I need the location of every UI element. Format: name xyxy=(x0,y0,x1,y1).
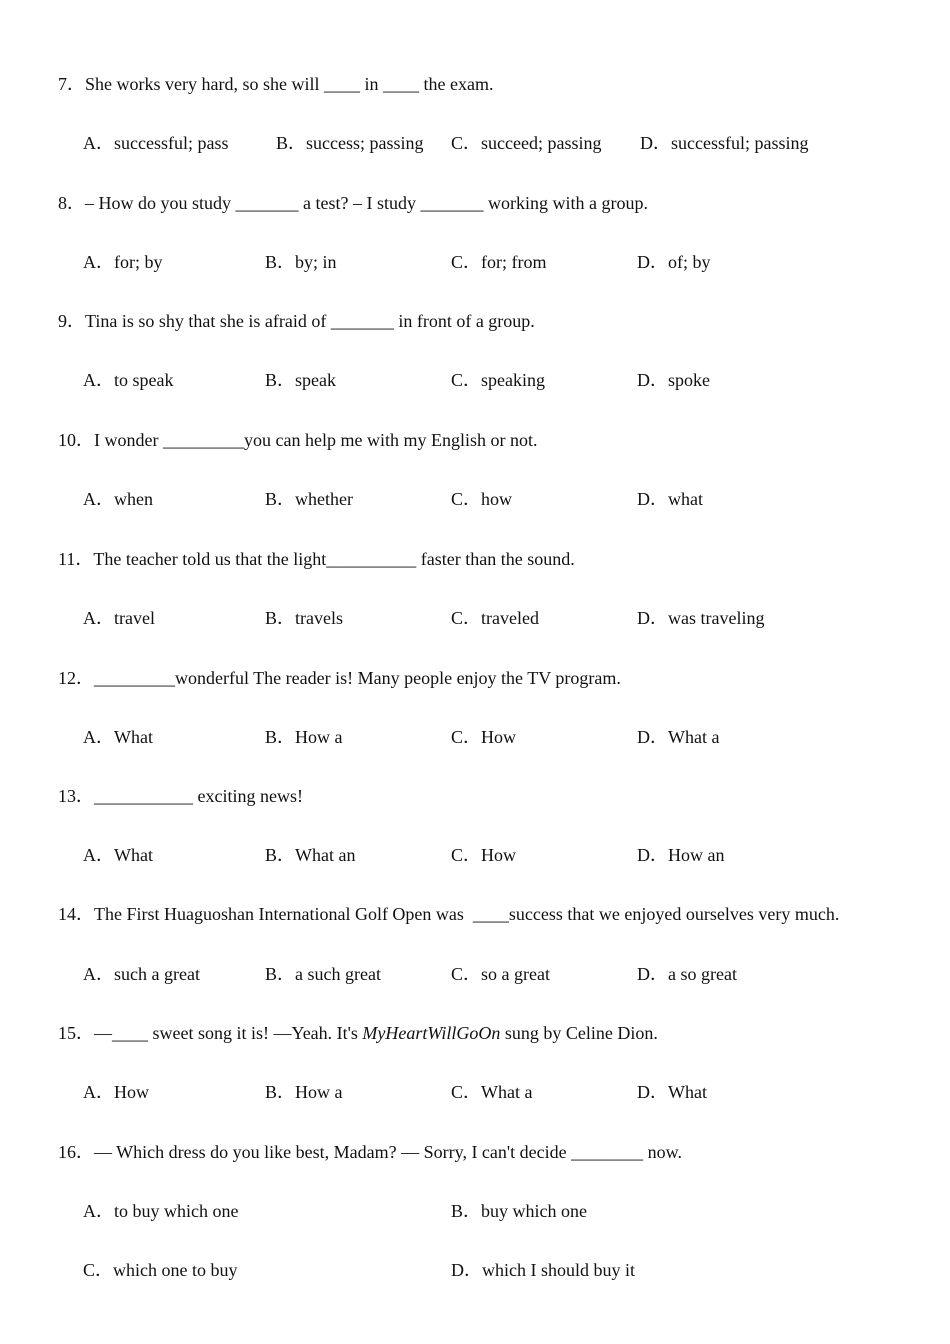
option-d xyxy=(451,1259,635,1281)
option-d xyxy=(637,251,711,273)
option-letter: A． xyxy=(83,727,114,747)
option-letter: C． xyxy=(451,964,482,984)
question-text: the exam. xyxy=(418,74,494,94)
question-number: 16． xyxy=(58,1142,94,1162)
option-text: which I should buy it xyxy=(482,1260,635,1280)
option-d xyxy=(637,726,719,748)
question-8 xyxy=(58,192,648,214)
question-text: — Which dress do you like best, Madam? — Sorry, I can't decide xyxy=(94,1142,572,1162)
option-d xyxy=(637,607,764,629)
option-c xyxy=(451,1081,532,1103)
option-letter: D． xyxy=(637,964,668,984)
question-text: The First Huaguoshan International Golf Open was xyxy=(94,904,473,924)
option-letter: D． xyxy=(637,608,668,628)
answer-blank: __________ xyxy=(326,549,417,569)
option-a xyxy=(83,488,153,510)
option-text: what xyxy=(668,489,703,509)
question-14 xyxy=(58,903,839,925)
option-letter: D． xyxy=(637,370,668,390)
option-text: speaking xyxy=(481,370,545,390)
question-text: wonderful The reader is! Many people enjoy the TV program. xyxy=(175,668,621,688)
option-letter: B． xyxy=(265,964,296,984)
question-number: 13． xyxy=(58,786,94,806)
question-12 xyxy=(58,667,621,689)
question-15 xyxy=(58,1022,658,1044)
option-c xyxy=(451,844,516,866)
option-text: a so great xyxy=(668,964,737,984)
option-letter: D． xyxy=(637,1082,668,1102)
question-text: faster than the sound. xyxy=(416,549,575,569)
option-text: traveled xyxy=(481,608,539,628)
option-letter: B． xyxy=(265,727,296,747)
option-d xyxy=(640,132,808,154)
answer-blank: _______ xyxy=(330,311,394,331)
option-b xyxy=(265,251,337,273)
option-text: speak xyxy=(295,370,336,390)
question-text: Tina is so shy that she is afraid of xyxy=(85,311,331,331)
option-letter: C． xyxy=(451,1082,482,1102)
option-text: when xyxy=(114,489,153,509)
question-13 xyxy=(58,785,303,807)
option-letter: C． xyxy=(451,252,482,272)
question-text: sweet song it is! —Yeah. It's xyxy=(148,1023,363,1043)
option-text: such a great xyxy=(114,964,200,984)
option-letter: C． xyxy=(451,608,482,628)
option-d xyxy=(637,1081,707,1103)
option-text: travel xyxy=(114,608,155,628)
option-c xyxy=(451,251,547,273)
question-9 xyxy=(58,310,535,332)
option-b xyxy=(265,1081,343,1103)
question-text: a test? – I study xyxy=(298,193,421,213)
option-b xyxy=(265,607,343,629)
option-text: successful; passing xyxy=(671,133,809,153)
question-number: 8． xyxy=(58,193,85,213)
option-text: What xyxy=(114,727,153,747)
option-letter: B． xyxy=(451,1201,482,1221)
option-a xyxy=(83,726,153,748)
option-text: success; passing xyxy=(306,133,424,153)
question-text: in xyxy=(359,74,383,94)
option-text: What xyxy=(114,845,153,865)
question-number: 11． xyxy=(58,549,94,569)
option-text: for; by xyxy=(114,252,163,272)
option-text: spoke xyxy=(668,370,710,390)
option-text: How a xyxy=(295,727,343,747)
option-text: What xyxy=(668,1082,707,1102)
option-text: What a xyxy=(481,1082,533,1102)
option-d xyxy=(637,963,737,985)
option-text: buy which one xyxy=(481,1201,587,1221)
option-letter: C． xyxy=(451,133,482,153)
option-text: how xyxy=(481,489,513,509)
option-b xyxy=(265,488,353,510)
option-text: How a xyxy=(295,1082,343,1102)
option-letter: C． xyxy=(451,727,482,747)
option-letter: C． xyxy=(451,370,482,390)
option-letter: A． xyxy=(83,1201,114,1221)
option-a xyxy=(83,1200,238,1222)
option-text: which one to buy xyxy=(113,1260,238,1280)
answer-blank: _______ xyxy=(235,193,299,213)
option-d xyxy=(637,844,725,866)
option-text: whether xyxy=(295,489,353,509)
question-16 xyxy=(58,1141,682,1163)
option-a xyxy=(83,132,228,154)
question-text: The teacher told us that the light xyxy=(93,549,327,569)
option-letter: A． xyxy=(83,133,114,153)
question-text: — xyxy=(94,1023,112,1043)
option-text: How xyxy=(114,1082,149,1102)
option-a xyxy=(83,844,153,866)
option-letter: C． xyxy=(83,1260,114,1280)
question-text: now. xyxy=(643,1142,682,1162)
option-text: successful; pass xyxy=(114,133,229,153)
answer-blank: ____ xyxy=(323,74,360,94)
option-b xyxy=(265,726,343,748)
option-letter: D． xyxy=(637,727,668,747)
option-letter: A． xyxy=(83,489,114,509)
option-a xyxy=(83,369,173,391)
option-letter: A． xyxy=(83,252,114,272)
option-a xyxy=(83,1081,149,1103)
question-number: 10． xyxy=(58,430,94,450)
answer-blank: _______ xyxy=(420,193,484,213)
option-letter: B． xyxy=(265,370,296,390)
option-text: was traveling xyxy=(668,608,765,628)
question-text: She works very hard, so she will xyxy=(85,74,324,94)
option-letter: B． xyxy=(265,489,296,509)
answer-blank: ____ xyxy=(472,904,509,924)
option-a xyxy=(83,607,155,629)
answer-blank: _________ xyxy=(94,668,175,688)
option-text: succeed; passing xyxy=(481,133,602,153)
option-b xyxy=(265,844,355,866)
option-text: What an xyxy=(295,845,356,865)
option-c xyxy=(451,488,512,510)
option-text: to speak xyxy=(114,370,174,390)
option-letter: A． xyxy=(83,370,114,390)
question-number: 12． xyxy=(58,668,94,688)
option-a xyxy=(83,251,163,273)
question-number: 15． xyxy=(58,1023,94,1043)
option-letter: B． xyxy=(265,252,296,272)
option-b xyxy=(276,132,424,154)
option-letter: A． xyxy=(83,1082,114,1102)
option-d xyxy=(637,488,703,510)
option-letter: C． xyxy=(451,489,482,509)
option-text: for; from xyxy=(481,252,547,272)
option-letter: D． xyxy=(637,252,668,272)
option-text: How xyxy=(481,727,517,747)
answer-blank: ___________ xyxy=(94,786,193,806)
option-letter: B． xyxy=(265,845,296,865)
song-title: MyHeartWillGoOn xyxy=(362,1023,501,1043)
option-c xyxy=(451,726,516,748)
option-letter: D． xyxy=(640,133,671,153)
question-text: exciting news! xyxy=(193,786,303,806)
option-d xyxy=(637,369,710,391)
option-letter: B． xyxy=(265,608,296,628)
option-text: of; by xyxy=(668,252,711,272)
option-text: How an xyxy=(668,845,725,865)
option-c xyxy=(83,1259,238,1281)
option-letter: A． xyxy=(83,608,114,628)
option-text: to buy which one xyxy=(114,1201,239,1221)
question-number: 7． xyxy=(58,74,85,94)
option-c xyxy=(451,132,601,154)
option-b xyxy=(265,963,381,985)
option-a xyxy=(83,963,200,985)
option-letter: A． xyxy=(83,845,114,865)
question-text: working with a group. xyxy=(483,193,648,213)
option-letter: D． xyxy=(451,1260,482,1280)
question-number: 14． xyxy=(58,904,94,924)
question-7 xyxy=(58,73,493,95)
option-letter: D． xyxy=(637,845,668,865)
question-number: 9． xyxy=(58,311,85,331)
question-10 xyxy=(58,429,537,451)
question-text: you can help me with my English or not. xyxy=(243,430,538,450)
option-c xyxy=(451,607,539,629)
option-text: What a xyxy=(668,727,720,747)
option-text: so a great xyxy=(481,964,550,984)
question-11 xyxy=(58,548,575,570)
option-letter: C． xyxy=(451,845,482,865)
answer-blank: ____ xyxy=(112,1023,148,1043)
option-text: by; in xyxy=(295,252,337,272)
question-text: success that we enjoyed ourselves very much. xyxy=(508,904,840,924)
option-text: a such great xyxy=(295,964,381,984)
option-text: travels xyxy=(295,608,343,628)
option-letter: D． xyxy=(637,489,668,509)
question-text: in front of a group. xyxy=(393,311,535,331)
answer-blank: _________ xyxy=(162,430,244,450)
option-text: How xyxy=(481,845,517,865)
option-b xyxy=(451,1200,587,1222)
question-text: – How do you study xyxy=(85,193,236,213)
option-c xyxy=(451,369,545,391)
option-b xyxy=(265,369,336,391)
question-text: sung by Celine Dion. xyxy=(500,1023,658,1043)
option-letter: B． xyxy=(276,133,307,153)
option-letter: A． xyxy=(83,964,114,984)
option-letter: B． xyxy=(265,1082,296,1102)
answer-blank: ________ xyxy=(571,1142,644,1162)
option-c xyxy=(451,963,550,985)
answer-blank: ____ xyxy=(382,74,419,94)
question-text: I wonder xyxy=(94,430,163,450)
